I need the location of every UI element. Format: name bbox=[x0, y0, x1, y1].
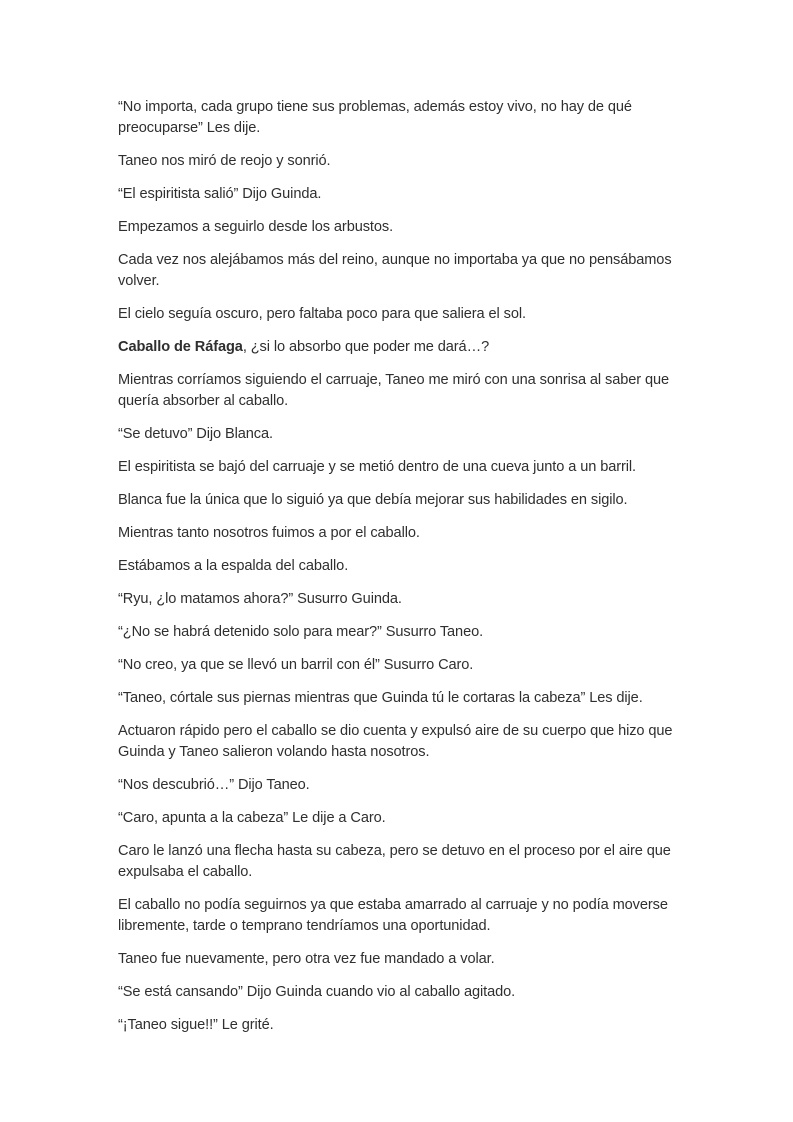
paragraph: “No creo, ya que se llevó un barril con él” Susurro Caro. bbox=[118, 657, 474, 673]
paragraph: “¡Taneo sigue!!” Le grité. bbox=[118, 1017, 274, 1033]
paragraph: Mientras corríamos siguiendo el carruaje, Taneo me miró con una sonrisa al saber que quería absorber al caballo. bbox=[118, 372, 670, 409]
paragraph: Mientras tanto nosotros fuimos a por el caballo. bbox=[118, 525, 420, 541]
paragraph: El caballo no podía seguirnos ya que estaba amarrado al carruaje y no podía moverse libremente, tarde o temprano tendríamos una oportunidad. bbox=[118, 897, 668, 934]
document-body bbox=[118, 97, 708, 1048]
paragraph: “Ryu, ¿lo matamos ahora?” Susurro Guinda. bbox=[118, 591, 402, 607]
paragraph: El cielo seguía oscuro, pero faltaba poco para que saliera el sol. bbox=[118, 306, 526, 322]
bold-term: Caballo de Ráfaga bbox=[118, 339, 243, 355]
paragraph: El espiritista se bajó del carruaje y se metió dentro de una cueva junto a un barril. bbox=[118, 459, 636, 475]
paragraph: Cada vez nos alejábamos más del reino, aunque no importaba ya que no pensábamos volver. bbox=[118, 252, 672, 289]
paragraph: Actuaron rápido pero el caballo se dio cuenta y expulsó aire de su cuerpo que hizo que Guinda y Taneo salieron volando hasta nosotros. bbox=[118, 723, 673, 760]
paragraph: “Se está cansando” Dijo Guinda cuando vio al caballo agitado. bbox=[118, 984, 516, 1000]
paragraph: “Nos descubrió…” Dijo Taneo. bbox=[118, 777, 310, 793]
paragraph: Taneo fue nuevamente, pero otra vez fue mandado a volar. bbox=[118, 951, 495, 967]
paragraph-rest: , ¿si lo absorbo que poder me dará…? bbox=[242, 339, 490, 355]
paragraph: Estábamos a la espalda del caballo. bbox=[118, 558, 349, 574]
paragraph: “No importa, cada grupo tiene sus problemas, además estoy vivo, no hay de qué preocuparse” Les dije. bbox=[118, 99, 632, 136]
paragraph: “¿No se habrá detenido solo para mear?” Susurro Taneo. bbox=[118, 624, 484, 640]
paragraph: Blanca fue la única que lo siguió ya que debía mejorar sus habilidades en sigilo. bbox=[118, 492, 628, 508]
paragraph: Taneo nos miró de reojo y sonrió. bbox=[118, 153, 331, 169]
paragraph: “Se detuvo” Dijo Blanca. bbox=[118, 426, 273, 442]
paragraph: “El espiritista salió” Dijo Guinda. bbox=[118, 186, 322, 202]
paragraph: Caro le lanzó una flecha hasta su cabeza, pero se detuvo en el proceso por el aire que expulsaba el caballo. bbox=[118, 843, 671, 880]
paragraph: “Caro, apunta a la cabeza” Le dije a Caro. bbox=[118, 810, 386, 826]
paragraph-bold-lead bbox=[118, 337, 708, 358]
paragraph: “Taneo, córtale sus piernas mientras que Guinda tú le cortaras la cabeza” Les dije. bbox=[118, 690, 643, 706]
paragraph: Empezamos a seguirlo desde los arbustos. bbox=[118, 219, 394, 235]
